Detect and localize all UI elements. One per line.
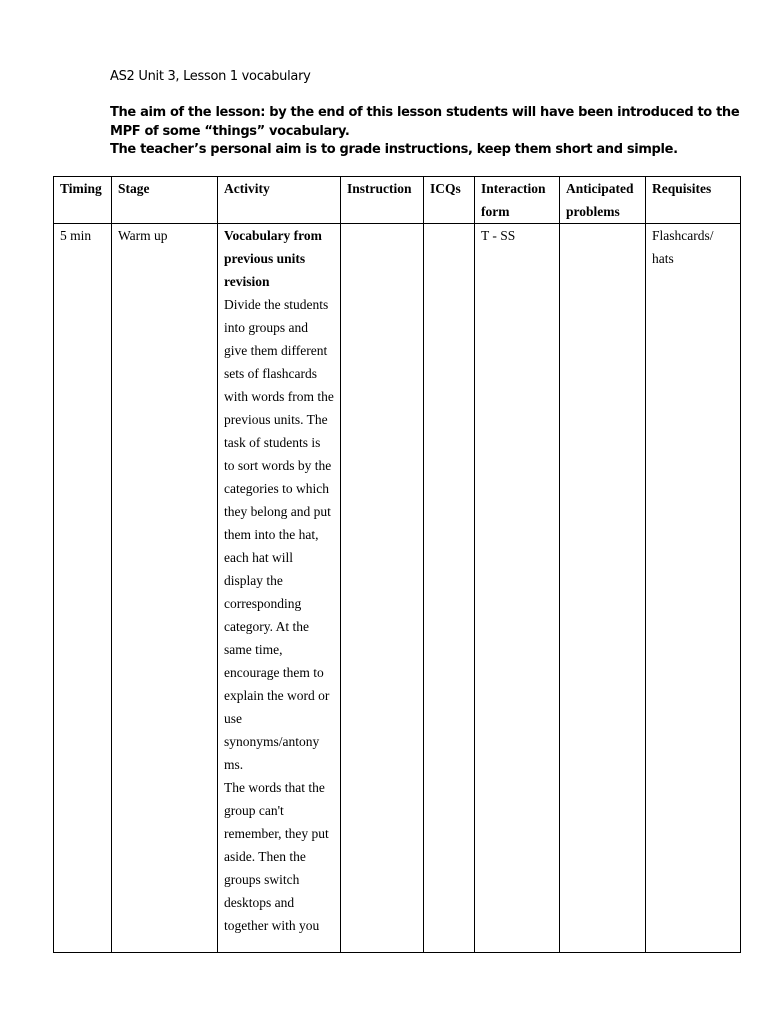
aim-line-1: The aim of the lesson: by the end of this lesson students will have been introduced to the — [110, 105, 740, 120]
activity-title: Vocabulary from previous units revision — [224, 228, 322, 289]
lesson-plan-table — [53, 176, 741, 953]
header-instruction: Instruction — [341, 177, 424, 224]
cell-instruction — [341, 224, 424, 953]
header-timing: Timing — [54, 177, 112, 224]
header-activity: Activity — [218, 177, 341, 224]
aim-line-3: The teacher’s personal aim is to grade instructions, keep them short and simple. — [110, 142, 678, 157]
table-header-row — [54, 177, 741, 224]
aim-line-2: MPF of some “things” vocabulary. — [110, 123, 350, 139]
header-anticipated-problems: Anticipated problems — [560, 177, 646, 224]
document-title: AS2 Unit 3, Lesson 1 vocabulary — [110, 69, 311, 84]
table-row — [54, 224, 741, 953]
header-interaction-form: Interaction form — [475, 177, 560, 224]
header-requisites: Requisites — [646, 177, 741, 224]
cell-timing: 5 min — [54, 224, 112, 953]
header-icqs: ICQs — [424, 177, 475, 224]
cell-icqs — [424, 224, 475, 953]
activity-description: Divide the students into groups and give them different sets of flashcards with words from the previous units. The task of students is to sort words by the categories to which they belong and put them into the hat, each hat will display the corresponding category. At the same time, encourage them to explain the word or use synonyms/antony ms. The words that the group can't remember, they put aside. Then the groups switch desktops and together with you — [224, 297, 334, 933]
cell-stage: Warm up — [112, 224, 218, 953]
header-stage: Stage — [112, 177, 218, 224]
cell-anticipated-problems — [560, 224, 646, 953]
cell-requisites: Flashcards/ hats — [646, 224, 741, 953]
cell-interaction-form: T - SS — [475, 224, 560, 953]
lesson-aims — [110, 104, 750, 160]
cell-activity — [218, 224, 341, 953]
